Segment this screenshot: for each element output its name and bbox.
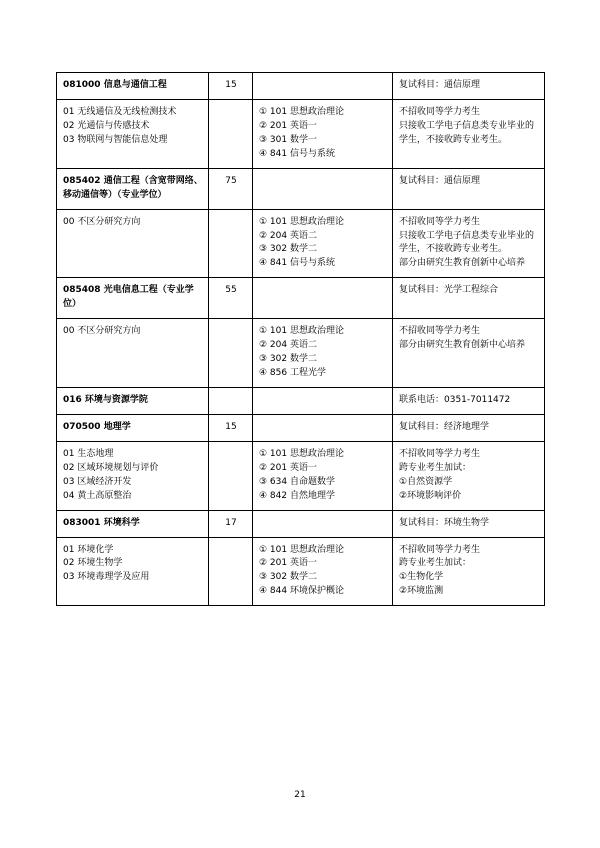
major-cell: 085402 通信工程（含宽带网络、移动通信等）（专业学位）: [57, 168, 209, 209]
table-row: [57, 441, 545, 510]
admissions-catalog-table: [56, 72, 545, 606]
enrollment-count-cell: [209, 537, 253, 606]
table-row: [57, 319, 545, 388]
table-row: [57, 209, 545, 278]
exam-subjects-cell: ① 101 思想政治理论 ② 204 英语二 ③ 302 数学二 ④ 856 工程光学: [253, 319, 393, 388]
table-row: [57, 414, 545, 441]
research-directions-cell: 00 不区分研究方向: [57, 319, 209, 388]
remarks-cell: 不招收同等学力考生 只接收工学电子信息类专业毕业的学生，不接收跨专业考生。: [393, 99, 545, 168]
exam-subjects-cell: [253, 510, 393, 537]
remarks-cell: 不招收同等学力考生 跨专业考生加试： ①生物化学 ②环境监测: [393, 537, 545, 606]
contact-cell: 联系电话：0351-7011472: [393, 387, 545, 414]
table-row: [57, 168, 545, 209]
major-cell: 085408 光电信息工程（专业学位）: [57, 278, 209, 319]
remarks-cell: 不招收同等学力考生 部分由研究生教育创新中心培养: [393, 319, 545, 388]
exam-subjects-cell: ① 101 思想政治理论 ② 201 英语一 ③ 302 数学二 ④ 844 环境保护概论: [253, 537, 393, 606]
exam-subjects-cell: [253, 387, 393, 414]
enrollment-count-cell: 55: [209, 278, 253, 319]
research-directions-cell: 00 不区分研究方向: [57, 209, 209, 278]
remarks-cell: 复试科目：通信原理: [393, 168, 545, 209]
enrollment-count-cell: [209, 99, 253, 168]
college-cell: 016 环境与资源学院: [57, 387, 209, 414]
exam-subjects-cell: ① 101 思想政治理论 ② 204 英语二 ③ 302 数学二 ④ 841 信号与系统: [253, 209, 393, 278]
remarks-cell: 复试科目：光学工程综合: [393, 278, 545, 319]
remarks-cell: 复试科目：环境生物学: [393, 510, 545, 537]
research-directions-cell: 01 环境化学 02 环境生物学 03 环境毒理学及应用: [57, 537, 209, 606]
table-row: [57, 510, 545, 537]
table-row: [57, 99, 545, 168]
table-row: [57, 278, 545, 319]
exam-subjects-cell: ① 101 思想政治理论 ② 201 英语一 ③ 301 数学一 ④ 841 信号与系统: [253, 99, 393, 168]
table-row: [57, 387, 545, 414]
enrollment-count-cell: [209, 441, 253, 510]
research-directions-cell: 01 生态地理 02 区域环境规划与评价 03 区域经济开发 04 黄土高原整治: [57, 441, 209, 510]
enrollment-count-cell: [209, 319, 253, 388]
exam-subjects-cell: [253, 73, 393, 100]
catalog-body: [57, 73, 545, 606]
remarks-cell: 复试科目：通信原理: [393, 73, 545, 100]
remarks-cell: 不招收同等学力考生 只接收工学电子信息类专业毕业的学生，不接收跨专业考生。 部分由研究生教育创新中心培养: [393, 209, 545, 278]
exam-subjects-cell: ① 101 思想政治理论 ② 201 英语一 ③ 634 自命题数学 ④ 842 自然地理学: [253, 441, 393, 510]
enrollment-count-cell: [209, 387, 253, 414]
research-directions-cell: 01 无线通信及无线检测技术 02 光通信与传感技术 03 物联网与智能信息处理: [57, 99, 209, 168]
exam-subjects-cell: [253, 168, 393, 209]
remarks-cell: 复试科目：经济地理学: [393, 414, 545, 441]
page-number: 21: [294, 790, 306, 800]
exam-subjects-cell: [253, 414, 393, 441]
enrollment-count-cell: 75: [209, 168, 253, 209]
enrollment-count-cell: 15: [209, 73, 253, 100]
major-cell: 083001 环境科学: [57, 510, 209, 537]
major-cell: 081000 信息与通信工程: [57, 73, 209, 100]
enrollment-count-cell: 17: [209, 510, 253, 537]
major-cell: 070500 地理学: [57, 414, 209, 441]
table-row: [57, 73, 545, 100]
exam-subjects-cell: [253, 278, 393, 319]
enrollment-count-cell: 15: [209, 414, 253, 441]
table-row: [57, 537, 545, 606]
enrollment-count-cell: [209, 209, 253, 278]
remarks-cell: 不招收同等学力考生 跨专业考生加试： ①自然资源学 ②环境影响评价: [393, 441, 545, 510]
